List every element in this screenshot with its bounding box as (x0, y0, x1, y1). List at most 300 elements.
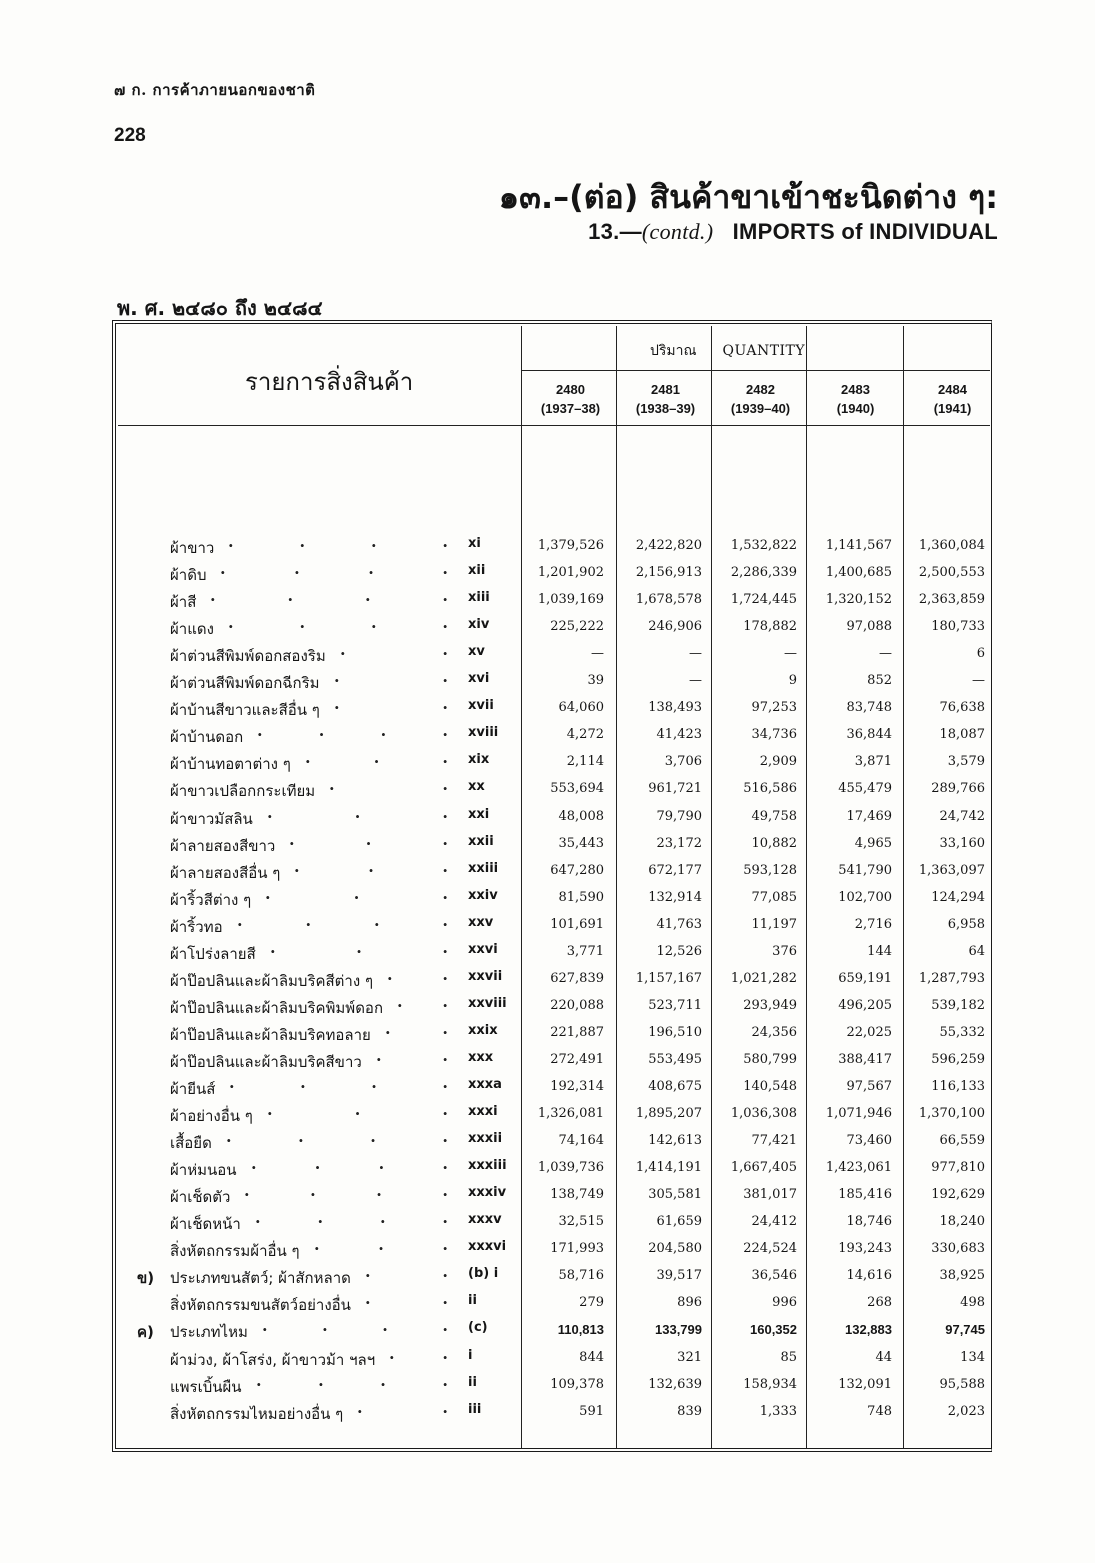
leader-dot: · (318, 725, 325, 745)
leader-dot: · (442, 914, 448, 934)
item-label: ประเภทขนสัตว์; ผ้าสักหลาด (170, 1269, 351, 1288)
quantity-cell: 6,958 (947, 916, 985, 932)
quantity-cell: 14,616 (846, 1268, 892, 1284)
quantity-cell: 144 (867, 943, 892, 959)
table-row (0, 752, 1095, 779)
leader-dots (329, 779, 448, 798)
item-label: แพรเบิ้นผืน (170, 1377, 242, 1396)
table-row (0, 834, 1095, 861)
item-code: (b) i (468, 1266, 499, 1282)
quantity-cell: 192,314 (550, 1079, 604, 1094)
quantity-cell: 1,678,578 (635, 592, 702, 608)
quantity-cell: — (879, 646, 892, 662)
quantity-header-english: QUANTITY (722, 343, 806, 359)
leader-dot: · (442, 1104, 448, 1124)
leader-dots (365, 1293, 448, 1312)
quantity-cell: 77,085 (751, 889, 797, 905)
leader-dots (229, 1077, 448, 1096)
quantity-cell: 4,965 (854, 835, 892, 851)
quantity-cell: 22,025 (846, 1024, 892, 1040)
leader-dot: · (370, 1131, 376, 1151)
leader-dot: · (442, 887, 448, 907)
quantity-cell: 1,414,191 (635, 1160, 702, 1176)
table-row (0, 807, 1095, 834)
quantity-cell: 138,749 (550, 1187, 604, 1203)
item-code: xxvi (468, 941, 498, 957)
table-row (0, 915, 1095, 942)
quantity-cell: 1,326,081 (537, 1106, 604, 1122)
quantity-cell: 1,287,793 (918, 970, 985, 986)
leader-dot: · (379, 1212, 386, 1232)
table-row (0, 779, 1095, 806)
title-contd: (contd.) (641, 219, 714, 244)
quantity-header-rule (522, 370, 990, 371)
leader-dot: · (378, 1158, 385, 1178)
quantity-cell: 1,363,097 (918, 862, 985, 878)
leader-dot: · (270, 941, 276, 961)
quantity-cell: 289,766 (931, 781, 985, 797)
quantity-cell: 4,272 (566, 727, 604, 743)
quantity-cell: 659,191 (838, 970, 892, 986)
quantity-cell: 1,370,100 (918, 1106, 985, 1122)
leader-dots (397, 996, 448, 1015)
leader-dot: · (256, 1374, 262, 1394)
leader-dot: · (299, 617, 306, 637)
leader-dot: · (442, 1401, 448, 1421)
quantity-cell: 1,320,152 (825, 592, 892, 608)
item-code: xvi (468, 671, 490, 687)
quantity-cell: 97,088 (846, 619, 892, 635)
quantity-cell: 74,164 (558, 1133, 604, 1149)
quantity-cell: 839 (677, 1403, 702, 1419)
quantity-cell: 672,177 (648, 862, 702, 878)
item-code: ii (468, 1293, 477, 1309)
quantity-cell: 134 (960, 1349, 985, 1365)
leader-dots (334, 671, 448, 690)
quantity-cell: 1,141,567 (825, 538, 892, 553)
quantity-cell: 996 (772, 1295, 797, 1311)
leader-dot: · (442, 644, 448, 664)
quantity-cell: 1,333 (759, 1403, 797, 1419)
leader-dot: · (442, 1212, 448, 1232)
item-code: xxxvi (468, 1239, 507, 1255)
quantity-cell: 2,023 (947, 1403, 985, 1419)
leader-dot: · (267, 1104, 273, 1124)
quantity-cell: 627,839 (550, 970, 604, 986)
table-row (0, 590, 1095, 617)
leader-dots (357, 1402, 448, 1421)
leader-dot: · (368, 860, 374, 880)
leader-dot: · (353, 887, 360, 907)
quantity-column-header (650, 340, 805, 362)
leader-dot: · (310, 1185, 316, 1205)
leader-dot: · (226, 1131, 232, 1151)
page-number: 228 (114, 125, 146, 146)
item-label: ผ้าต่วนสีพิมพ์ดอกสองริม (170, 647, 326, 666)
quantity-cell: 9 (788, 673, 797, 689)
quantity-cell: 1,423,061 (825, 1160, 892, 1176)
table-title-english (588, 219, 998, 245)
item-code: (c) (468, 1320, 488, 1336)
item-label: ผ้าขาวมัสลิน (170, 809, 253, 828)
table-row (0, 888, 1095, 915)
quantity-cell: 246,906 (648, 619, 702, 635)
table-row (0, 861, 1095, 888)
leader-dot: · (442, 752, 448, 772)
quantity-cell: 961,721 (648, 781, 702, 797)
item-label: ผ้าป๊อปลินและผ้าลิมบริคสีต่าง ๆ (170, 971, 373, 990)
item-code: xxxiii (468, 1158, 507, 1174)
item-code: xxx (468, 1049, 494, 1065)
quantity-cell: 58,716 (558, 1268, 604, 1284)
leader-dot: · (442, 563, 448, 583)
quantity-cell: 204,580 (648, 1241, 702, 1257)
leader-dot: · (387, 968, 393, 988)
quantity-cell: 224,524 (743, 1241, 797, 1257)
quantity-cell: 132,091 (838, 1376, 892, 1392)
leader-dot: · (257, 725, 263, 745)
leader-dots (340, 644, 448, 663)
quantity-cell: 77,421 (751, 1133, 797, 1149)
leader-dot: · (294, 860, 300, 880)
leader-dot: · (299, 536, 306, 555)
year-header (713, 380, 808, 418)
quantity-cell: 1,157,167 (635, 970, 702, 986)
quantity-cell: 221,887 (550, 1024, 604, 1040)
item-code: xxxiv (468, 1185, 507, 1201)
leader-dot: · (442, 617, 448, 637)
section-heading: ๗ ก. การค้าภายนอกของชาติ (114, 81, 316, 99)
quantity-cell: 158,934 (743, 1376, 797, 1392)
group-marker: ค) (137, 1323, 154, 1342)
leader-dot: · (210, 590, 216, 610)
quantity-cell: 61,659 (656, 1214, 702, 1230)
quantity-cell: 97,567 (846, 1079, 892, 1094)
quantity-cell: 138,493 (648, 700, 702, 716)
leader-dot: · (442, 698, 448, 718)
item-label: ผ้าดิบ (170, 566, 207, 585)
title-number: 13.— (588, 219, 642, 244)
item-label: ผ้าแดง (170, 620, 214, 639)
quantity-cell: 1,724,445 (730, 592, 797, 608)
table-row (0, 996, 1095, 1023)
item-label: ผ้าป๊อปลินและผ้าลิมบริคทอลาย (170, 1025, 371, 1044)
item-label: ผ้าห่มนอน (170, 1161, 237, 1180)
quantity-cell: 160,352 (750, 1322, 797, 1338)
item-label: ผ้าลายสองสีอื่น ๆ (170, 863, 281, 882)
leader-dots (334, 698, 448, 717)
leader-dot: · (340, 644, 346, 664)
year-be: 2481 (651, 382, 680, 397)
quantity-cell: 140,548 (743, 1079, 797, 1094)
quantity-cell: 171,993 (550, 1241, 604, 1257)
quantity-cell: 12,526 (656, 943, 702, 959)
table-row (0, 536, 1095, 563)
table-row (0, 671, 1095, 698)
table-row (0, 1050, 1095, 1077)
leader-dots (257, 725, 448, 744)
leader-dot: · (442, 1239, 448, 1259)
quantity-cell: 376 (772, 943, 797, 959)
leader-dot: · (357, 1401, 363, 1421)
table-row (0, 1293, 1095, 1320)
quantity-cell: 580,799 (743, 1051, 797, 1067)
quantity-cell: 330,683 (931, 1241, 985, 1257)
leader-dot: · (294, 563, 300, 583)
item-label: ผ้าเช็ดตัว (170, 1188, 231, 1207)
leader-dot: · (371, 1077, 377, 1096)
quantity-cell: 23,172 (656, 835, 702, 851)
leader-dot: · (442, 590, 448, 610)
leader-dot: · (376, 1049, 382, 1069)
leader-dot: · (251, 1158, 257, 1178)
leader-dots (289, 834, 448, 853)
leader-dots (305, 752, 448, 771)
leader-dot: · (442, 779, 448, 799)
quantity-cell: 55,332 (939, 1024, 985, 1040)
table-row (0, 1212, 1095, 1239)
item-code: xxxii (468, 1131, 503, 1147)
leader-dot: · (442, 1049, 448, 1069)
quantity-cell: 2,422,820 (635, 538, 702, 553)
quantity-cell: 272,491 (550, 1051, 604, 1067)
quantity-cell: 101,691 (550, 916, 604, 932)
table-row (0, 1320, 1095, 1347)
quantity-cell: 844 (579, 1349, 604, 1365)
quantity-cell: 2,363,859 (918, 592, 985, 608)
item-label: ผ้าริ้วสีต่าง ๆ (170, 890, 252, 909)
leader-dots (265, 888, 448, 907)
leader-dots (244, 1185, 448, 1204)
item-code: xxiv (468, 887, 498, 903)
quantity-cell: 124,294 (931, 889, 985, 905)
item-label: ผ้าป๊อปลินและผ้าลิมบริคพิมพ์ดอก (170, 998, 384, 1017)
leader-dots (389, 1348, 448, 1367)
quantity-cell: 18,240 (939, 1214, 985, 1230)
leader-dot: · (380, 1374, 386, 1394)
quantity-cell: 48,008 (558, 808, 604, 824)
quantity-cell: 498 (960, 1295, 985, 1311)
leader-dot: · (365, 1293, 371, 1313)
table-row (0, 698, 1095, 725)
leader-dot: · (442, 536, 448, 555)
leader-dots (237, 915, 448, 934)
leader-dot: · (287, 590, 294, 610)
item-label: ผ้าม่วง, ผ้าโสร่ง, ผ้าขาวม้า ฯลฯ (170, 1350, 376, 1369)
leader-dot: · (442, 995, 448, 1015)
table-row (0, 563, 1095, 590)
table-row (0, 969, 1095, 996)
leader-dot: · (442, 860, 448, 880)
quantity-cell: 388,417 (838, 1051, 892, 1067)
quantity-cell: 24,412 (751, 1214, 797, 1230)
quantity-cell: 2,909 (759, 754, 797, 770)
quantity-cell: 1,667,405 (730, 1160, 797, 1176)
group-marker: ข) (137, 1269, 155, 1288)
quantity-cell: 33,160 (939, 835, 985, 851)
quantity-cell: 196,510 (648, 1024, 702, 1040)
leader-dot: · (262, 1320, 268, 1340)
quantity-cell: 64 (968, 943, 985, 959)
quantity-cell: 647,280 (550, 862, 604, 878)
leader-dot: · (317, 1212, 324, 1232)
item-code: ii (468, 1374, 477, 1390)
leader-dots (267, 1104, 448, 1123)
quantity-cell: 3,579 (947, 754, 985, 770)
quantity-cell: 11,197 (751, 916, 797, 932)
leader-dot: · (370, 617, 377, 637)
quantity-cell: 18,746 (846, 1214, 892, 1230)
quantity-cell: 193,243 (838, 1241, 892, 1257)
quantity-cell: 132,914 (648, 889, 702, 905)
quantity-cell: 220,088 (550, 997, 604, 1013)
leader-dots (365, 1266, 448, 1285)
leader-dot: · (442, 1374, 448, 1394)
leader-dot: · (385, 1022, 391, 1042)
leader-dot: · (354, 1104, 361, 1124)
period-label: พ. ศ. ๒๔๘๐ ถึง ๒๔๘๔ (117, 296, 323, 320)
leader-dot: · (442, 1158, 448, 1178)
item-label: ผ้าอย่างอื่น ๆ (170, 1107, 253, 1126)
item-code: xxix (468, 1022, 498, 1038)
quantity-header-thai: ปริมาณ (650, 343, 697, 359)
item-code: xxii (468, 833, 494, 849)
year-be: 2483 (841, 382, 870, 397)
leader-dot: · (442, 806, 448, 826)
quantity-cell: 1,895,207 (635, 1106, 702, 1122)
quantity-cell: 455,479 (838, 781, 892, 797)
leader-dot: · (322, 1320, 328, 1340)
quantity-cell: — (784, 646, 797, 662)
quantity-cell: — (689, 673, 702, 689)
table-row (0, 1023, 1095, 1050)
quantity-cell: 553,495 (648, 1051, 702, 1067)
leader-dot: · (267, 806, 273, 826)
quantity-cell: 593,128 (743, 862, 797, 878)
quantity-cell: 268 (867, 1295, 892, 1311)
quantity-cell: 36,844 (846, 727, 892, 743)
quantity-cell: 596,259 (931, 1051, 985, 1067)
quantity-cell: 1,201,902 (537, 565, 604, 581)
item-code: xix (468, 752, 490, 768)
quantity-cell: 38,925 (939, 1268, 985, 1284)
quantity-cell: 73,460 (846, 1133, 892, 1149)
leader-dot: · (373, 752, 380, 772)
leader-dot: · (356, 941, 362, 961)
leader-dot: · (442, 671, 448, 691)
quantity-cell: 185,416 (838, 1187, 892, 1203)
year-ce: (1937–38) (540, 401, 601, 416)
leader-dot: · (442, 1320, 448, 1340)
item-code: xxxv (468, 1212, 502, 1228)
leader-dot: · (442, 1293, 448, 1313)
quantity-cell: 225,222 (550, 619, 604, 635)
item-code: xv (468, 644, 485, 660)
quantity-cell: 95,588 (939, 1376, 985, 1392)
quantity-cell: 142,613 (648, 1133, 702, 1149)
quantity-cell: 523,711 (648, 997, 702, 1013)
leader-dot: · (354, 806, 361, 826)
quantity-cell: 192,629 (931, 1187, 985, 1203)
leader-dots (256, 1375, 448, 1394)
item-column-header: รายการสิ่งสินค้า (245, 368, 414, 396)
quantity-cell: 44 (875, 1349, 892, 1365)
title-main: IMPORTS of INDIVIDUAL (732, 219, 998, 244)
leader-dot: · (442, 725, 448, 745)
leader-dot: · (389, 1347, 395, 1367)
quantity-cell: 17,469 (846, 808, 892, 824)
leader-dots (267, 807, 448, 826)
leader-dots (228, 617, 448, 636)
item-code: xiv (468, 617, 490, 633)
item-code: xii (468, 563, 486, 579)
quantity-cell: 1,379,526 (537, 538, 604, 553)
year-ce: (1941) (933, 401, 972, 416)
item-label: สิ่งหัตถกรรมผ้าอื่น ๆ (170, 1242, 300, 1261)
quantity-cell: 1,071,946 (825, 1106, 892, 1122)
quantity-cell: 1,039,169 (537, 592, 604, 608)
leader-dot: · (442, 941, 448, 961)
quantity-cell: 2,716 (854, 916, 892, 932)
header-bottom-rule (118, 425, 990, 426)
quantity-cell: 496,205 (838, 997, 892, 1013)
quantity-cell: 102,700 (838, 889, 892, 905)
leader-dots (387, 969, 448, 988)
item-label: สิ่งหัตถกรรมขนสัตว์อย่างอื่น (170, 1296, 351, 1315)
quantity-cell: 3,871 (854, 754, 892, 770)
quantity-cell: 896 (677, 1295, 702, 1311)
leader-dot: · (442, 1131, 448, 1151)
table-row (0, 1402, 1095, 1429)
quantity-cell: 1,021,282 (730, 970, 797, 986)
item-code: xi (468, 536, 481, 551)
leader-dot: · (442, 833, 448, 853)
leader-dot: · (334, 698, 340, 718)
quantity-cell: 133,799 (655, 1322, 702, 1338)
quantity-cell: — (972, 673, 985, 689)
leader-dots (228, 536, 448, 555)
leader-dot: · (300, 1077, 306, 1096)
item-label: ผ้าโปร่งลายสี (170, 944, 256, 963)
quantity-cell: — (591, 646, 604, 662)
item-label: ผ้าขาวเปลือกกระเทียม (170, 782, 316, 801)
item-label: ผ้ายีนส์ (170, 1080, 216, 1098)
quantity-cell: 305,581 (648, 1187, 702, 1203)
leader-dot: · (442, 1185, 448, 1205)
quantity-cell: 64,060 (558, 700, 604, 716)
leader-dots (262, 1320, 448, 1339)
quantity-cell: 66,559 (939, 1133, 985, 1149)
quantity-cell: 34,736 (751, 727, 797, 743)
item-label: ประเภทไหม (170, 1323, 248, 1342)
leader-dot: · (364, 590, 371, 610)
item-label: ผ้าริ้วทอ (170, 917, 223, 936)
leader-dot: · (368, 563, 374, 583)
quantity-cell: 6 (976, 646, 985, 662)
quantity-cell: 132,639 (648, 1376, 702, 1392)
quantity-cell: 49,758 (751, 808, 797, 824)
item-label: ผ้าต่วนสีพิมพ์ดอกฉีกริม (170, 674, 320, 693)
leader-dots (251, 1158, 448, 1177)
leader-dot: · (255, 1212, 261, 1232)
quantity-cell: 41,423 (656, 727, 702, 743)
leader-dot: · (442, 1022, 448, 1042)
quantity-cell: 2,156,913 (635, 565, 702, 581)
quantity-cell: 293,949 (743, 997, 797, 1013)
year-header (618, 380, 713, 418)
year-be: 2480 (556, 382, 585, 397)
item-code: xxv (468, 914, 494, 930)
